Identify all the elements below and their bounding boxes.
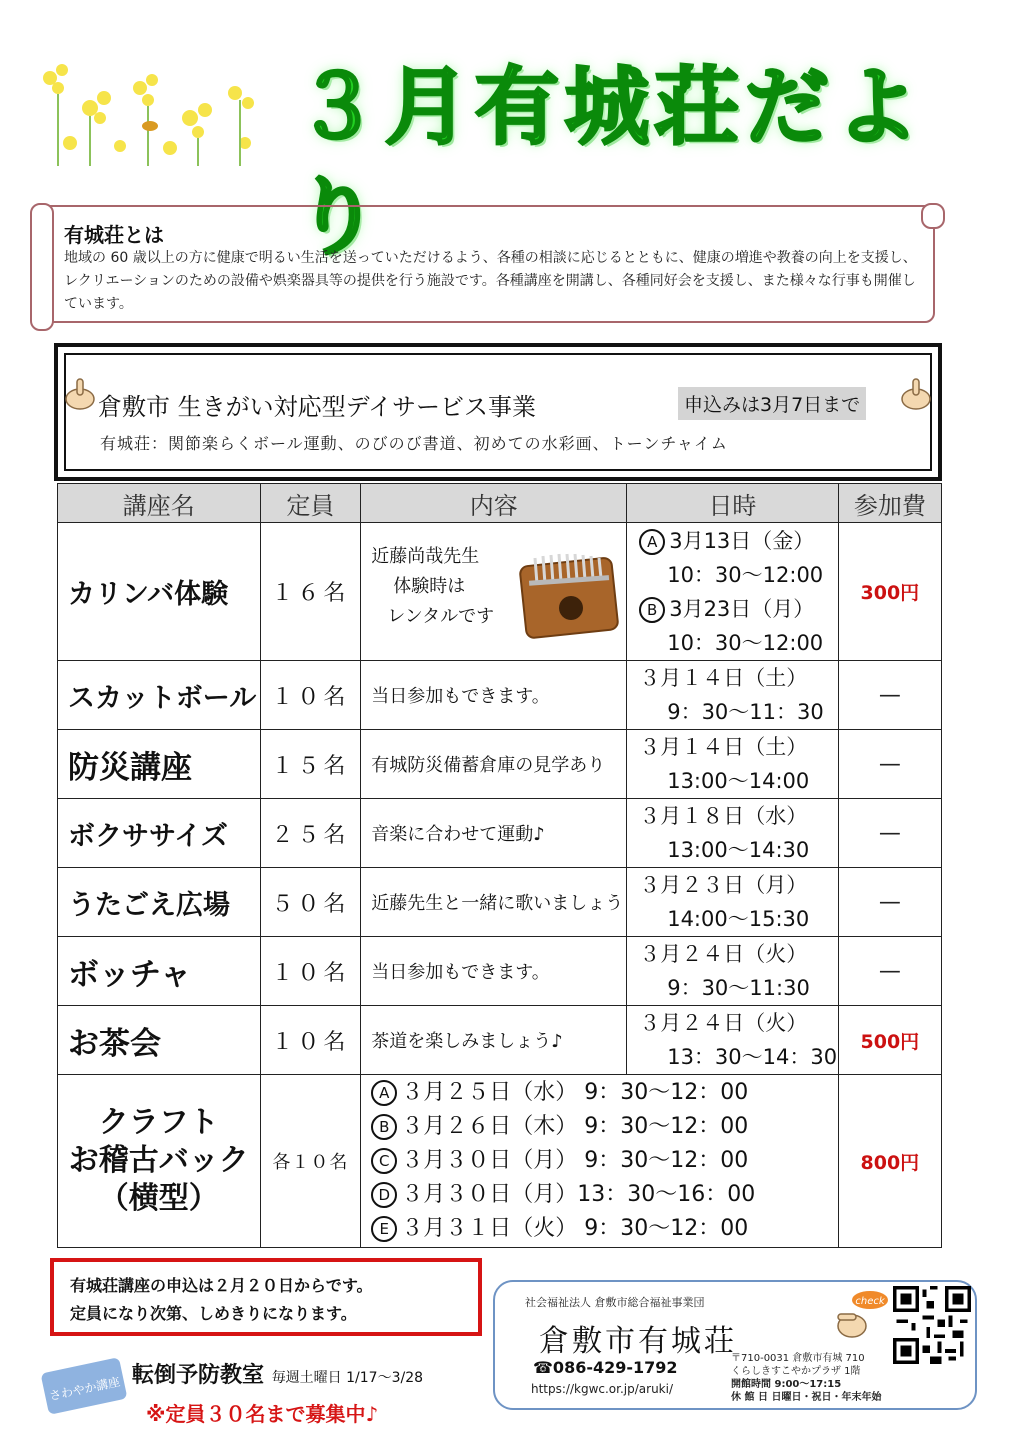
organization-card: [493, 1280, 977, 1410]
course-name: カリンバ体験: [58, 523, 261, 661]
intro-body: 地域の 60 歳以上の方に健康で明るい生活を送っていただけるよう、各種の相談に応じるとともに、健康の増進や教養の向上を支援し、レクリエーションのための設備や娯楽器具等の提供を行う施設です。各種講座を開講し、各種同好会を支援し、また様々な行事も開催しています。: [64, 250, 917, 312]
table-header-row: [58, 484, 942, 523]
course-description: 近藤先生と一緒に歌いましょう: [361, 868, 627, 937]
course-fee: 300円: [838, 523, 941, 661]
header-content: 内容: [361, 484, 627, 523]
fall-prevention-title: [132, 1358, 423, 1389]
intro-title: 有城荘とは: [64, 223, 164, 247]
session-time: 13:00～14:00: [667, 769, 810, 793]
header-capacity: 定員: [260, 484, 361, 523]
session-row: A ３月２５日（水） 9：30～12：00: [371, 1076, 837, 1110]
rapeseed-flowers-illustration: [30, 48, 270, 168]
course-description: [361, 523, 627, 661]
session-time: 13:00～14:30: [667, 838, 810, 862]
course-capacity: ２５名: [260, 799, 361, 868]
course-fee: —: [838, 868, 941, 937]
address-block: 〒710-0031 倉敷市有城 710 くらしきすこやかプラザ 1階 開館時間 9:00～17:15 休 館 日 日曜日・祝日・年末年始: [731, 1353, 882, 1403]
course-name: 防災講座: [58, 730, 261, 799]
phone-number: ☎086-429-1792: [533, 1358, 678, 1377]
session-date: ３月２４日（火）: [639, 1011, 808, 1035]
check-hand-icon: [830, 1286, 890, 1346]
pointing-hand-icon: [62, 377, 98, 413]
session-date: ３月２４日（火）: [639, 942, 808, 966]
corporation-name: 社会福祉法人 倉敷市総合福祉事業団: [525, 1296, 705, 1309]
table-row: [58, 868, 942, 937]
course-name: お茶会: [58, 1006, 261, 1075]
header-name: 講座名: [58, 484, 261, 523]
course-fee: —: [838, 799, 941, 868]
course-fee: 800円: [838, 1075, 941, 1248]
session-date: ３月１８日（水）: [639, 804, 808, 828]
course-name: ボクササイズ: [58, 799, 261, 868]
table-row: [58, 661, 942, 730]
course-capacity: １０名: [260, 937, 361, 1006]
table-row: [58, 730, 942, 799]
session-row: D ３月３０日（月）13：30～16：00: [371, 1178, 837, 1212]
course-fee: —: [838, 937, 941, 1006]
session-b-mark: B: [639, 597, 665, 623]
fall-prevention-name: 転倒予防教室: [132, 1363, 265, 1388]
course-datetime: [627, 730, 838, 799]
course-datetime: [627, 868, 838, 937]
fall-prevention-schedule: 毎週土曜日 1/17～3/28: [271, 1370, 424, 1386]
course-description: 当日参加もできます。: [361, 661, 627, 730]
intro-box: [40, 205, 935, 323]
session-time: 9：30～11:30: [667, 976, 810, 1000]
course-datetime: [627, 1006, 838, 1075]
pointing-hand-icon: [898, 377, 934, 413]
course-name-line: お稽古バック: [68, 1143, 249, 1178]
session-time: 13：30～14：30: [667, 1045, 838, 1069]
notice-line: 定員になり次第、しめきりになります。: [70, 1304, 357, 1323]
header-datetime: 日時: [627, 484, 838, 523]
qr-code[interactable]: [893, 1286, 971, 1364]
session-a-mark: A: [639, 529, 665, 555]
session-row: C ３月３０日（月） 9：30～12：00: [371, 1144, 837, 1178]
description-line: 近藤尚哉先生: [371, 545, 480, 567]
kalimba-image: [513, 550, 623, 640]
svg-text:さわやか講座: さわやか講座: [47, 1374, 122, 1404]
description-line: 体験時は: [393, 575, 466, 597]
course-table: [57, 483, 942, 1248]
session-time: 10：30～12:00: [667, 630, 824, 655]
session-date: 3月23日（月）: [669, 596, 815, 621]
course-description: 茶道を楽しみましょう♪: [361, 1006, 627, 1075]
course-datetime: [627, 661, 838, 730]
course-name: [58, 1075, 261, 1248]
course-name: ボッチャ: [58, 937, 261, 1006]
description-line: レンタルです: [387, 605, 495, 627]
fall-prevention-recruit: ※定員３０名まで募集中♪: [146, 1402, 379, 1426]
dayservice-deadline-badge: 申込みは3月7日まで: [678, 387, 866, 420]
course-fee: —: [838, 730, 941, 799]
facility-name: 倉敷市有城荘: [539, 1324, 737, 1359]
session-row: B ３月２６日（木） 9：30～12：00: [371, 1110, 837, 1144]
notice-line: 有城荘講座の申込は２月２０日からです。: [70, 1276, 373, 1295]
table-row: [58, 799, 942, 868]
course-fee: —: [838, 661, 941, 730]
course-capacity: ５０名: [260, 868, 361, 937]
session-date: ３月２３日（月）: [639, 873, 808, 897]
course-description: 有城防災備蓄倉庫の見学あり: [361, 730, 627, 799]
session-date: ３月１４日（土）: [639, 666, 808, 690]
session-time: 9：30～11：30: [667, 700, 824, 724]
course-capacity: 各１０名: [260, 1075, 361, 1248]
course-datetime: [627, 937, 838, 1006]
session-row: E ３月３１日（火） 9：30～12：00: [371, 1212, 837, 1246]
course-fee: 500円: [838, 1006, 941, 1075]
course-name: うたごえ広場: [58, 868, 261, 937]
header-fee: 参加費: [838, 484, 941, 523]
session-date: 3月13日（金）: [669, 528, 815, 553]
course-name-line: クラフト: [98, 1105, 219, 1140]
table-row: [58, 523, 942, 661]
dayservice-box: [54, 343, 942, 481]
course-sessions: [361, 1075, 838, 1248]
course-datetime: [627, 523, 838, 661]
course-description: 当日参加もできます。: [361, 937, 627, 1006]
course-datetime: [627, 799, 838, 868]
course-description: 音楽に合わせて運動♪: [361, 799, 627, 868]
course-name-line: （横型）: [98, 1181, 219, 1216]
website-link[interactable]: https://kgwc.or.jp/aruki/: [531, 1382, 674, 1396]
session-time: 14:00～15:30: [667, 907, 810, 931]
application-notice: [50, 1258, 482, 1336]
session-time: 10：30～12:00: [667, 562, 824, 587]
table-row: [58, 1006, 942, 1075]
page-title: ３月有城荘だより: [295, 58, 926, 266]
course-capacity: １０名: [260, 661, 361, 730]
dayservice-title: 倉敷市 生きがい対応型デイサービス事業: [98, 393, 536, 421]
table-row: [58, 1075, 942, 1248]
course-name: スカットボール: [58, 661, 261, 730]
course-capacity: １６名: [260, 523, 361, 661]
table-row: [58, 937, 942, 1006]
course-capacity: １０名: [260, 1006, 361, 1075]
dayservice-subtitle: 有城荘：関節楽らくボール運動、のびのび書道、初めての水彩画、トーンチャイム: [100, 434, 728, 453]
sawayaka-course-stamp: [40, 1357, 128, 1415]
course-capacity: １５名: [260, 730, 361, 799]
session-date: ３月１４日（土）: [639, 735, 808, 759]
svg-text:check: check: [855, 1296, 885, 1307]
